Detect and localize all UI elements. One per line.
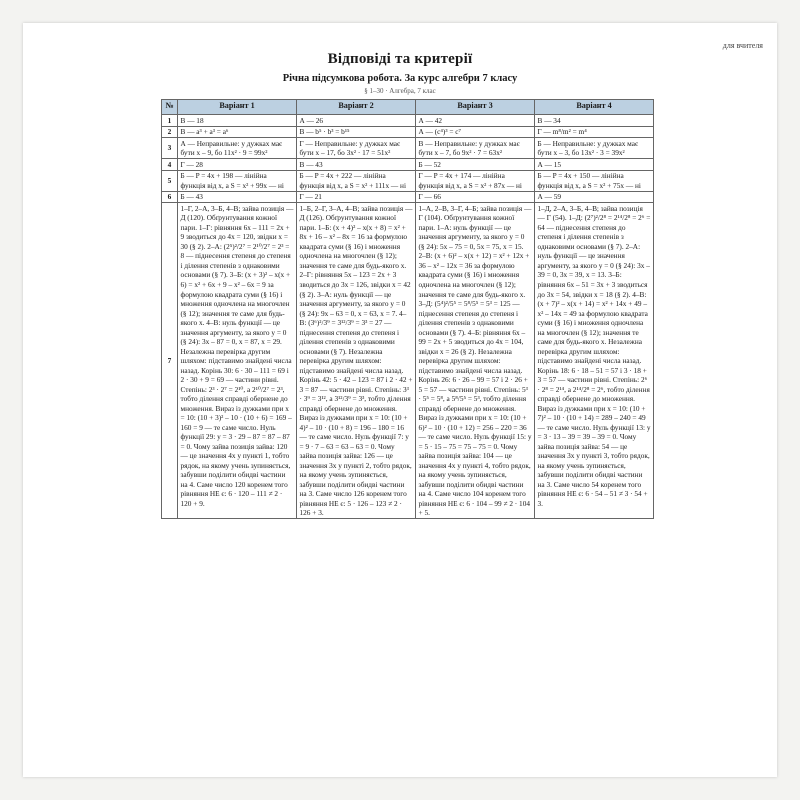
table-row [162,159,654,171]
header-number: № [162,100,178,115]
table-cell: Г — P = 4x + 174 — лінійна функція від x, а S = x² + 87x — ні [416,170,535,191]
table-cell: Г — Неправильне: у дужках має бути x – 17, бо 3x² · 17 = 51x² [297,138,416,159]
table-cell: Б — P = 4x + 198 — лінійна функція від x, а S = x² + 99x — ні [178,170,297,191]
header-variant-2: Варіант 2 [297,100,416,115]
table-cell: В — Неправильне: у дужках має бути x – 7, бо 9x² · 7 = 63x² [416,138,535,159]
header-variant-1: Варіант 1 [178,100,297,115]
row-number: 4 [162,159,178,171]
table-cell: Г — 66 [416,191,535,203]
table-cell: В — b⁵ · b³ = b¹⁵ [297,126,416,138]
table-cell: В — a³ + a³ = a⁶ [178,126,297,138]
table-cell: Г — 21 [297,191,416,203]
table-cell: Г — m⁸/m² = m⁴ [535,126,654,138]
table-cell: 1–Г, 2–А, 3–Б, 4–В; зайва позиція — Д (120). Обґрунтування кожної пари. 1–Г: рівняння 6x – 111 = 2x + 9 зводиться до 4x = 120, звідки x = 30 (§ 2). 2–А: (2⁵)²/2⁷ = 2¹⁰/2⁷ = 2³ = 8 — піднесення степеня до степеня і ділення степенів з однаковими основами (§ 7). 3–Б: (x + 3)² – x(x + 6) = x² + 6x + 9 – x² – 6x = 9 за формулою квадрата суми (§ 16) і множення одночлена на многочлен (§ 12); значення те саме для будь-якого x. 4–В: нуль функції — це значення аргументу, за якого y = 0 (§ 24): 3x – 87 = 0, x = 87, x = 29. Незалежна перевірка другим шляхом: підставимо знайдені числа назад. Корінь 30: 6 · 30 – 111 = 69 і 2 · 30 + 9 = 69 — частини рівні. Степінь: 2³ · 2⁷ = 2¹⁰, а 2¹⁰/2⁷ = 2³, тобто ділення справді обернене до множення. Вираз із дужками при x = 10: (10 + 3)² – 10 · (10 + 6) = 169 – 160 = 9 — те саме число. Нуль функції 29: y = 3 · 29 – 87 = 87 – 87 = 0. Чому зайва позиція зайва: 120 — це значення 4x у пункті 1, тобто рядок, на якому учень зупиняється, забувши поділити обидві частини на 4. Саме число 120 коренем того рівняння НЕ є: 6 · 120 – 111 ≠ 2 · 120 + 9. [178,203,297,519]
table-cell: А — 42 [416,115,535,127]
table-header-row [162,100,654,115]
answers-table [161,99,654,519]
table-cell: Б — P = 4x + 150 — лінійна функція від x, а S = x² + 75x — ні [535,170,654,191]
table-cell: Б — 52 [416,159,535,171]
table-row [162,138,654,159]
row-number: 7 [162,203,178,519]
row-number: 6 [162,191,178,203]
table-row [162,203,654,519]
table-cell: А — (c⁴)³ = c⁷ [416,126,535,138]
audience-label: для вчителя [722,41,763,50]
section-meta: § 1–30 · Алгебра, 7 клас [364,87,436,95]
document-page [23,23,777,777]
table-row [162,170,654,191]
row-number: 5 [162,170,178,191]
table-cell: В — 18 [178,115,297,127]
table-cell: 1–А, 2–В, 3–Г, 4–Б; зайва позиція — Г (104). Обґрунтування кожної пари. 1–А: нуль функції — це значення аргументу, за якого y = 0 (§ 24): 5x – 75 = 0, 5x = 75, x = 15. 2–В: (x + 6)² – x(x + 12) = x² + 12x + 36 – x² – 12x = 36 за формулою квадрата суми (§ 16) і множення одночлена на многочлен (§ 12); значення те саме для будь-якого x. 3–Д: (5⁴)²/5⁵ = 5⁸/5⁵ = 5³ = 125 — піднесення степеня до степеня і ділення степенів з однаковими основами (§ 7). 4–Б: рівняння 6x – 99 = 2x + 5 зводиться до 4x = 104, звідки x = 26 (§ 2). Незалежна перевірка другим шляхом: підставимо знайдені числа назад. Корінь 26: 6 · 26 – 99 = 57 і 2 · 26 + 5 = 57 — частини рівні. Степінь: 5³ · 5⁵ = 5⁸, а 5⁸/5⁵ = 5³, тобто ділення справді обернене до множення. Вираз із дужками при x = 10: (10 + 6)² – 10 · (10 + 12) = 256 – 220 = 36 — те саме число. Нуль функції 15: y = 5 · 15 – 75 = 75 – 75 = 0. Чому зайва позиція зайва: 104 — це значення 4x у пункті 4, тобто рядок, на якому учень зупиняється, забувши поділити обидві частини на 4. Саме число 104 коренем того рівняння НЕ є: 6 · 104 – 99 ≠ 2 · 104 + 5. [416,203,535,519]
table-cell: В — 34 [535,115,654,127]
table-cell: Б — P = 4x + 222 — лінійна функція від x, а S = x² + 111x — ні [297,170,416,191]
table-cell: А — 26 [297,115,416,127]
row-number: 1 [162,115,178,127]
row-number: 2 [162,126,178,138]
page-title: Відповіді та критерії [327,51,473,67]
table-cell: А — 59 [535,191,654,203]
page-subtitle: Річна підсумкова робота. За курс алгебри 7 класу [282,73,518,84]
row-number: 3 [162,138,178,159]
table-cell: 1–Б, 2–Г, 3–А, 4–В; зайва позиція — Д (126). Обґрунтування кожної пари. 1–Б: (x + 4)² – x(x + 8) = x² + 8x + 16 – x² – 8x = 16 за формулою квадрата суми (§ 16) і множення одночлена на многочлен (§ 12); значення те саме для будь-якого x. 2–Г: рівняння 5x – 123 = 2x + 3 зводиться до 3x = 126, звідки x = 42 (§ 2). 3–А: нуль функції — це значення аргументу, за якого y = 0 (§ 24): 9x – 63 = 0, x = 63, x = 7. 4–В: (3⁶)²/3⁹ = 3¹²/3⁹ = 3³ = 27 — піднесення степеня до степеня і ділення степенів з однаковими основами (§ 7). Незалежна перевірка другим шляхом: підставимо знайдені числа назад. Корінь 42: 5 · 42 – 123 = 87 і 2 · 42 + 3 = 87 — частини рівні. Степінь: 3³ · 3⁹ = 3¹², а 3¹²/3⁹ = 3³, тобто ділення справді обернене до множення. Вираз із дужками при x = 10: (10 + 4)² – 10 · (10 + 8) = 196 – 180 = 16 — те саме число. Нуль функції 7: y = 9 · 7 – 63 = 63 – 63 = 0. Чому зайва позиція зайва: 126 — це значення 3x у пункті 2, тобто рядок, на якому учень зупиняється, забувши поділити обидві частини на 3. Саме число 126 коренем того рівняння НЕ є: 5 · 126 – 123 ≠ 2 · 126 + 3. [297,203,416,519]
table-cell: А — 15 [535,159,654,171]
table-row [162,126,654,138]
table-cell: Б — 43 [178,191,297,203]
header-variant-3: Варіант 3 [416,100,535,115]
table-cell: Б — Неправильне: у дужках має бути x – 3, бо 13x² · 3 = 39x² [535,138,654,159]
table-cell: А — Неправильне: у дужках має бути x – 9, бо 11x² · 9 = 99x² [178,138,297,159]
table-cell: 1–Д, 2–А, 3–Б, 4–В; зайва позиція — Г (54). 1–Д: (2⁷)²/2⁸ = 2¹⁴/2⁸ = 2⁶ = 64 — піднесення степеня до степеня і ділення степенів з однаковими основами (§ 7). 2–А: нуль функції — це значення аргументу, за якого y = 0 (§ 24): 3x – 39 = 0, 3x = 39, x = 13. 3–Б: рівняння 6x – 51 = 3x + 3 зводиться до 3x = 54, звідки x = 18 (§ 2). 4–В: (x + 7)² – x(x + 14) = x² + 14x + 49 – x² – 14x = 49 за формулою квадрата суми (§ 16) і множення одночлена на многочлен (§ 12); значення те саме для будь-якого x. Незалежна перевірка другим шляхом: підставимо знайдені числа назад. Корінь 18: 6 · 18 – 51 = 57 і 3 · 18 + 3 = 57 — частини рівні. Степінь: 2⁶ · 2⁸ = 2¹⁴, а 2¹⁴/2⁸ = 2⁶, тобто ділення справді обернене до множення. Вираз із дужками при x = 10: (10 + 7)² – 10 · (10 + 14) = 289 – 240 = 49 — те саме число. Нуль функції 13: y = 3 · 13 – 39 = 39 – 39 = 0. Чому зайва позиція зайва: 54 — це значення 3x у пункті 3, тобто рядок, на якому учень зупиняється, забувши поділити обидві частини на 3. Саме число 54 коренем того рівняння НЕ є: 6 · 54 – 51 ≠ 3 · 54 + 3. [535,203,654,519]
table-cell: В — 43 [297,159,416,171]
header-variant-4: Варіант 4 [535,100,654,115]
table-row [162,191,654,203]
table-cell: Г — 28 [178,159,297,171]
table-row [162,115,654,127]
